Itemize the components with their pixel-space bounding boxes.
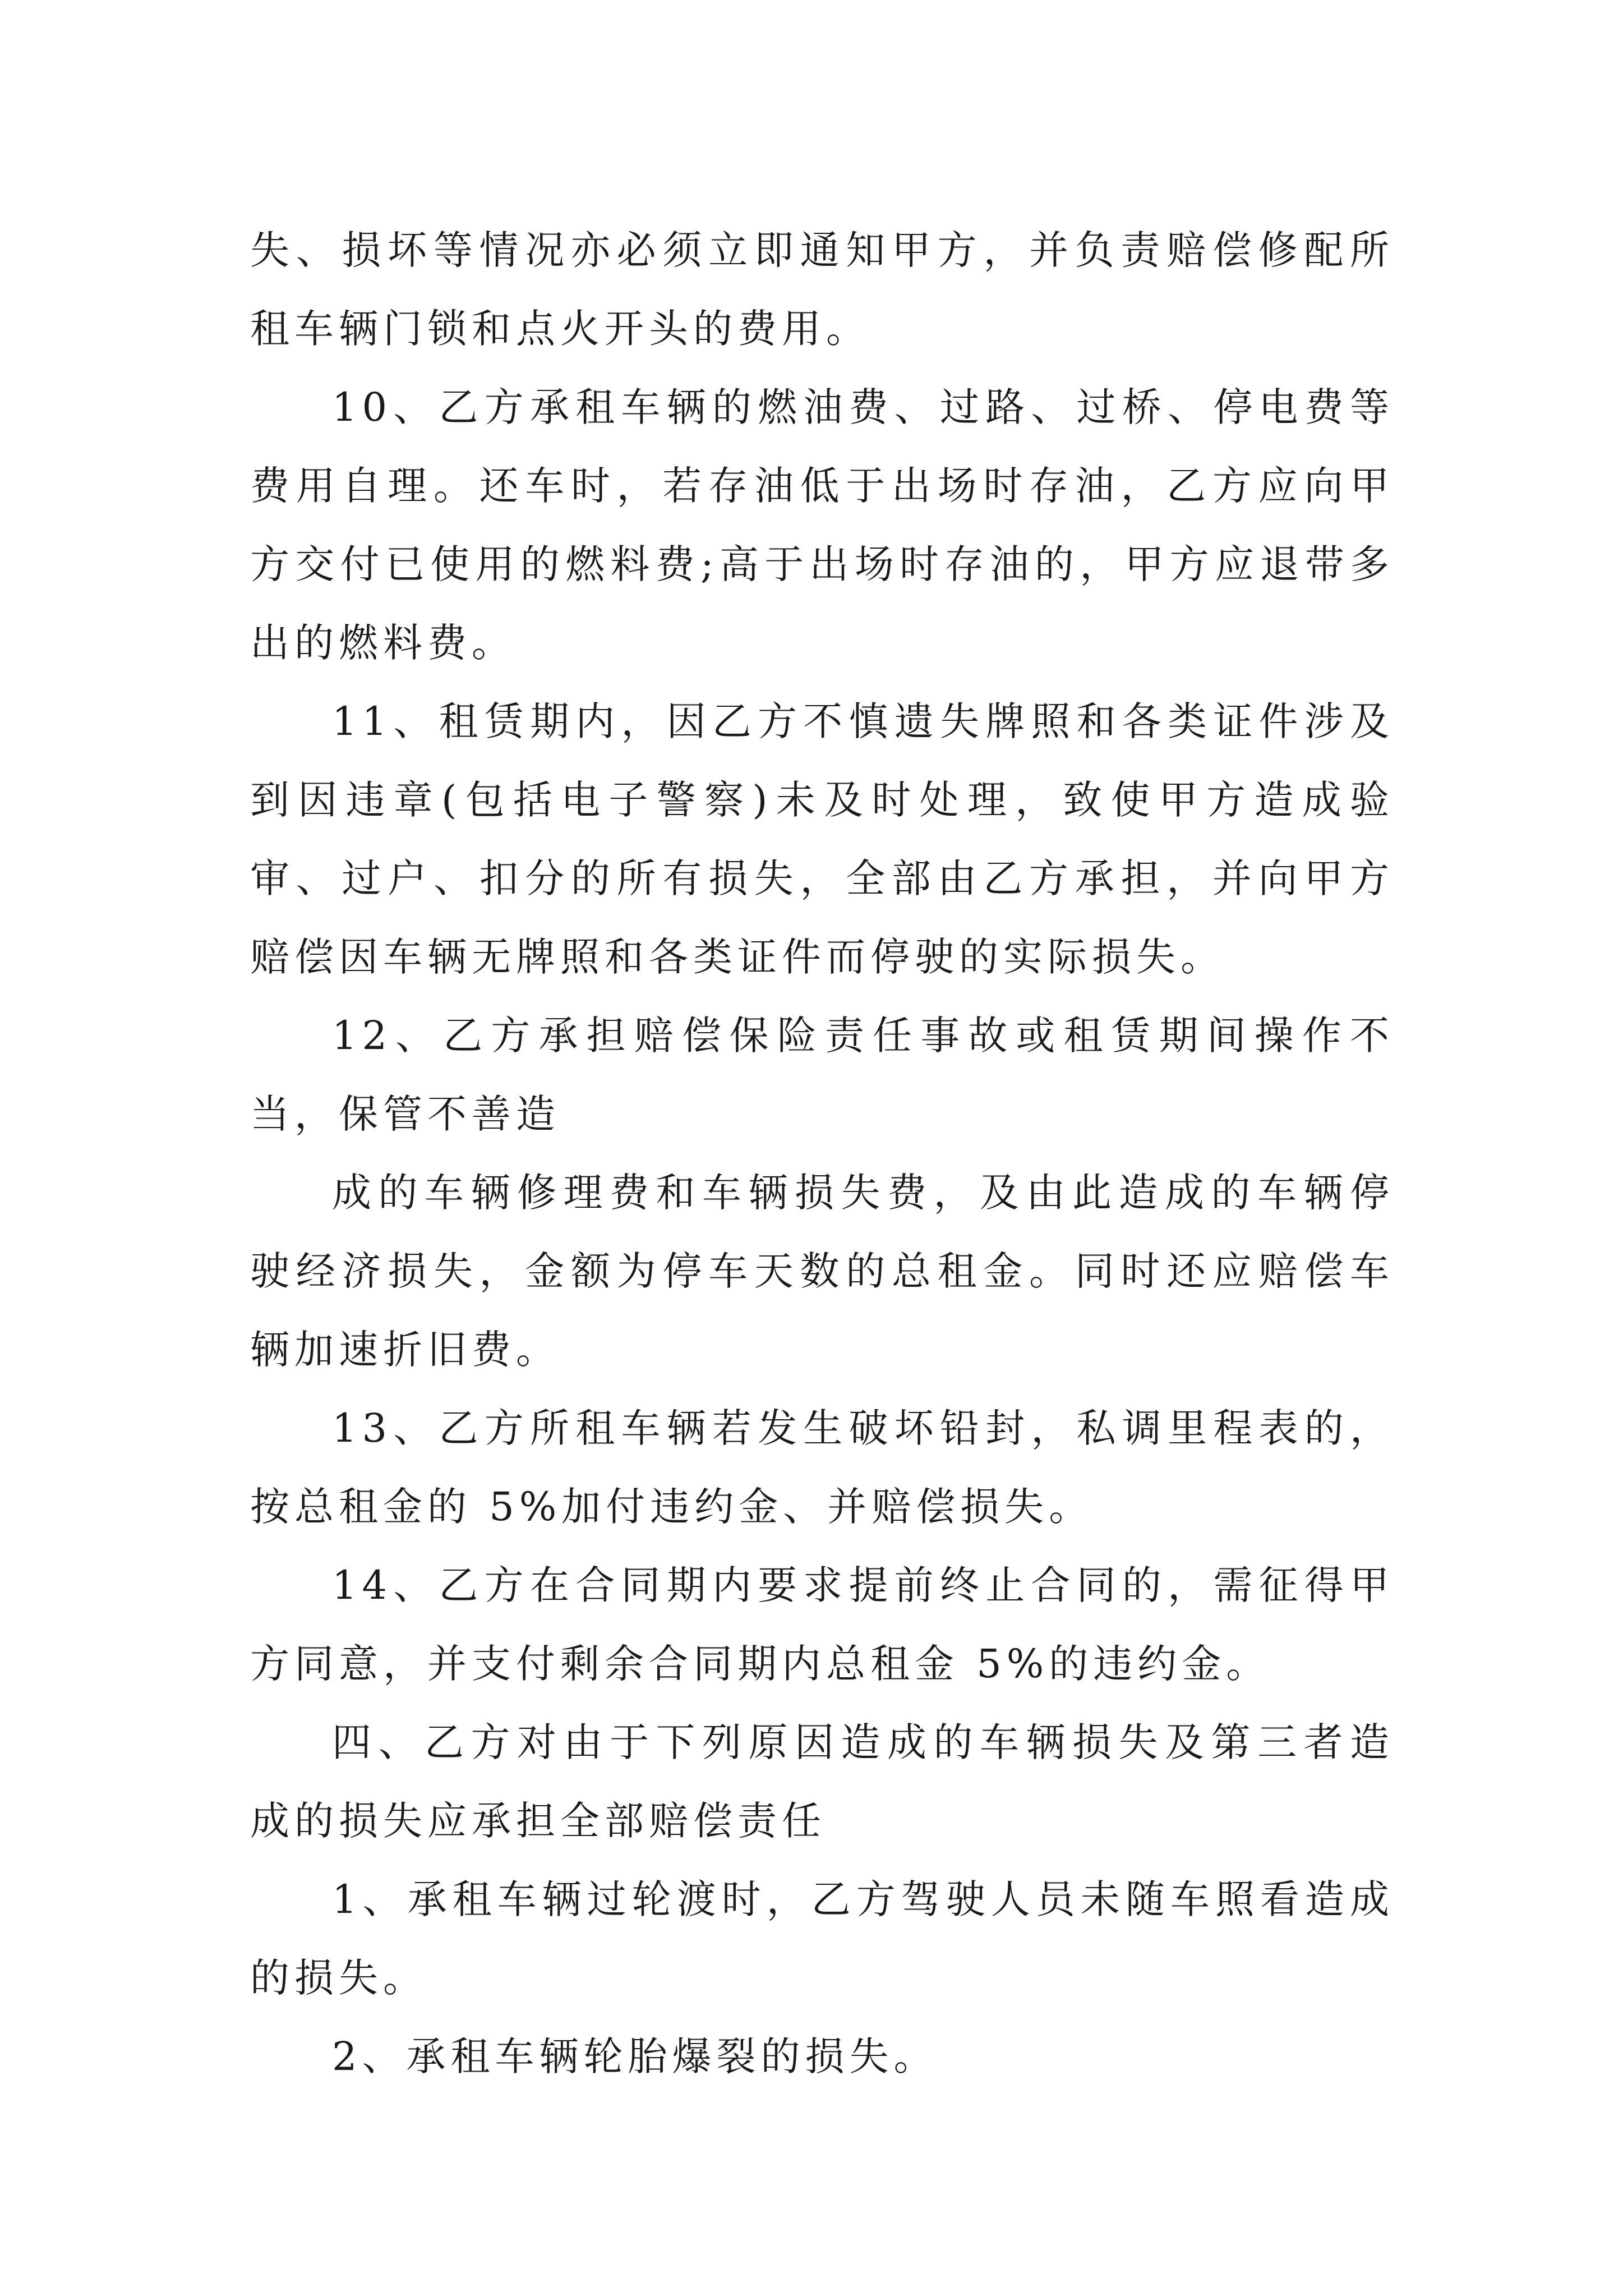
paragraph-clause-13: 13、乙方所租车辆若发生破坏铅封，私调里程表的，按总租金的 5%加付违约金、并赔偿损失。 (250, 1405, 1394, 1530)
section-heading-4: 四、乙方对由于下列原因造成的车辆损失及第三者造成的损失应承担全部赔偿责任 (250, 1719, 1394, 1844)
document-body (250, 211, 1394, 2096)
paragraph-clause-14: 14、乙方在合同期内要求提前终止合同的，需征得甲方同意，并支付剩余合同期内总租金 5%的违约金。 (250, 1562, 1394, 1687)
paragraph-continuation: 失、损坏等情况亦必须立即通知甲方，并负责赔偿修配所租车辆门锁和点火开头的费用。 (250, 227, 1394, 352)
paragraph-item-4-2: 2、承租车辆轮胎爆裂的损失。 (332, 2033, 938, 2079)
paragraph-clause-11: 11、租赁期内，因乙方不慎遗失牌照和各类证件涉及到因违章(包括电子警察)未及时处理，致使甲方造成验审、过户、扣分的所有损失，全部由乙方承担，并向甲方赔偿因车辆无牌照和各类证件而停驶的实际损失。 (250, 698, 1394, 980)
paragraph-clause-12-part1: 12、乙方承担赔偿保险责任事故或租赁期间操作不当，保管不善造 (250, 1013, 1394, 1137)
paragraph-clause-12-part2: 成的车辆修理费和车辆损失费，及由此造成的车辆停驶经济损失，金额为停车天数的总租金。同时还应赔偿车辆加速折旧费。 (250, 1170, 1394, 1373)
paragraph-clause-10: 10、乙方承租车辆的燃油费、过路、过桥、停电费等费用自理。还车时，若存油低于出场时存油，乙方应向甲方交付已使用的燃料费;高于出场时存油的，甲方应退带多出的燃料费。 (250, 384, 1394, 666)
paragraph-item-4-1: 1、承租车辆过轮渡时，乙方驾驶人员未随车照看造成的损失。 (250, 1876, 1394, 2001)
